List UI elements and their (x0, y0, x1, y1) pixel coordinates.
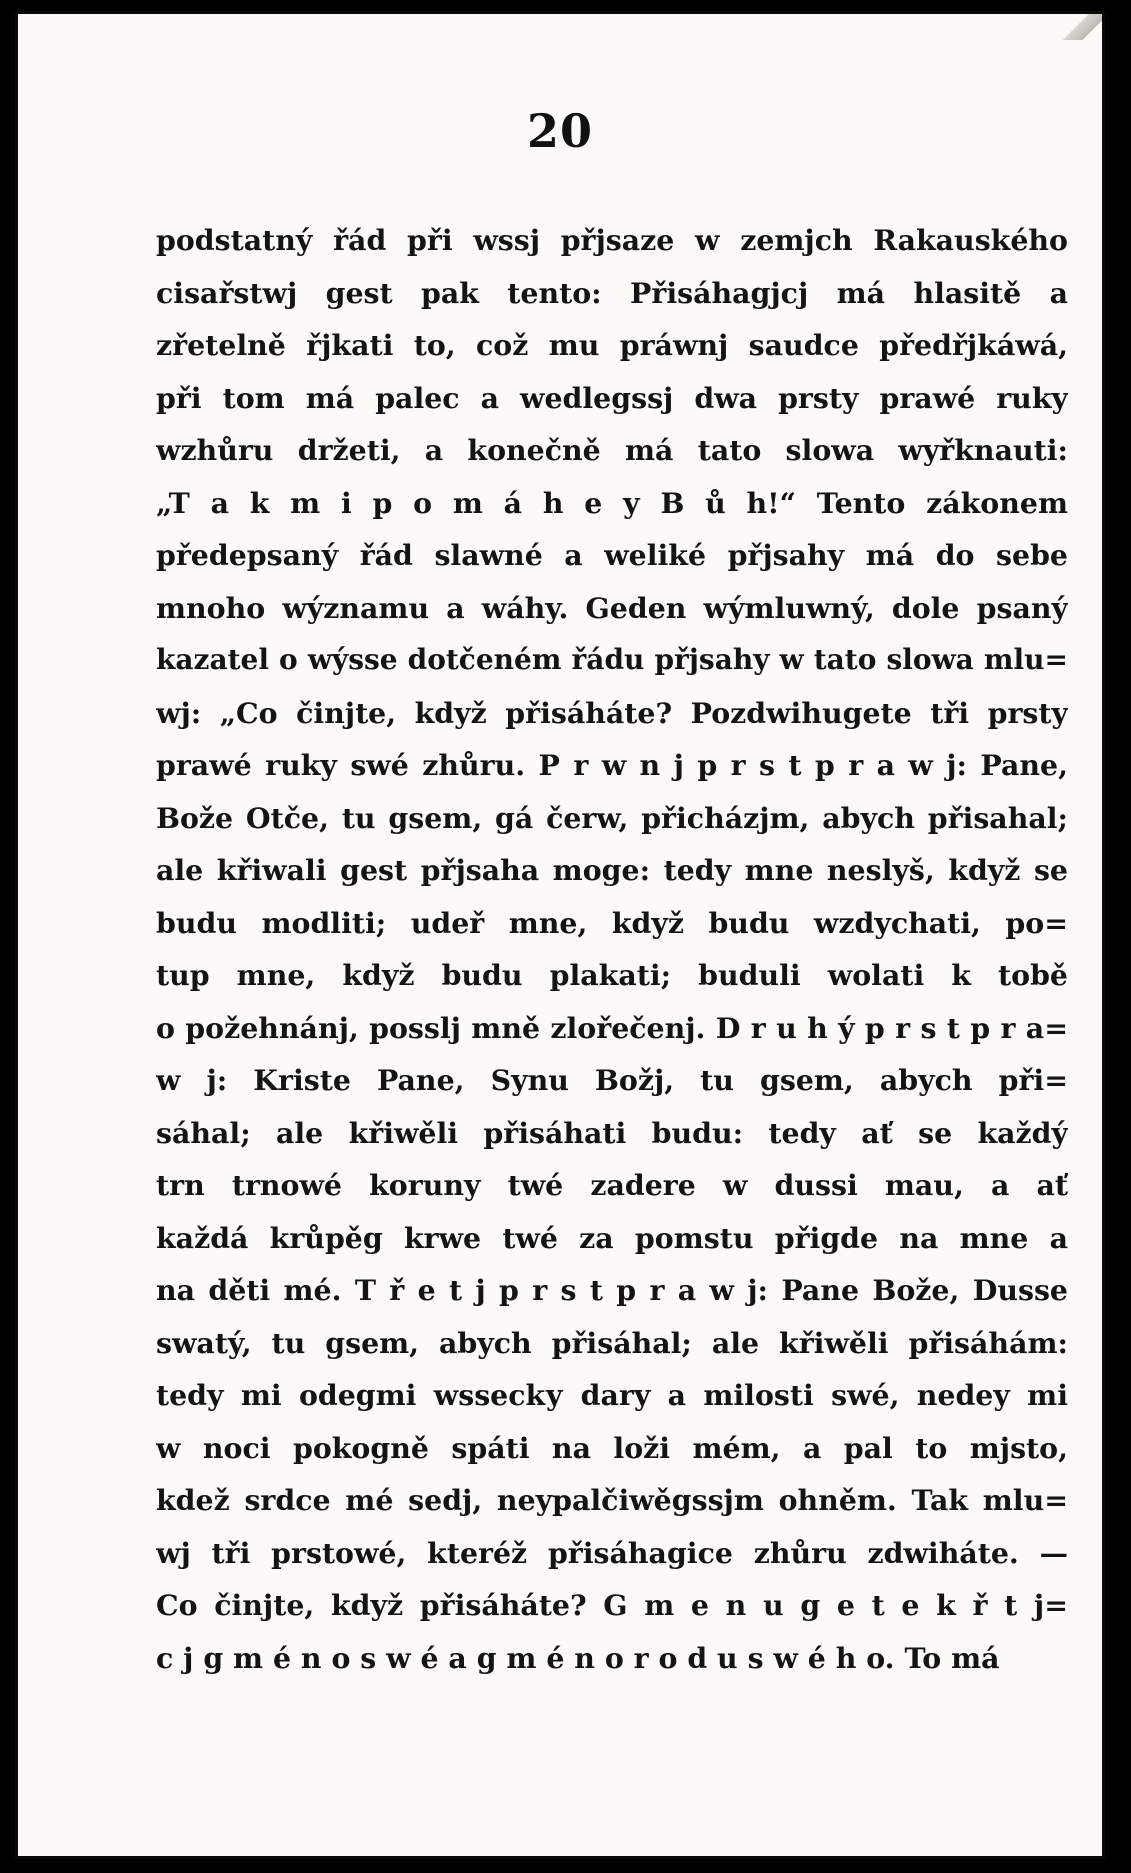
text-line: při tom má palec a wedlegssj dwa prsty prawé ruky (156, 380, 1068, 415)
text-line: trn trnowé koruny twé zadere w dussi mau, a ať (156, 1168, 1068, 1202)
text-line: kazatel o wýsse dotčeném řádu přjsahy w tato slowa mlu= (156, 643, 1068, 676)
text-line: mnoho wýznamu a wáhy. Geden wýmluwný, dole psaný (156, 590, 1068, 625)
text-line: Co činjte, když přisáháte? G m e n u g e t e k ř t j= (156, 1588, 1068, 1622)
text-line: ale křiwali gest přjsaha moge: tedy mne neslyš, když se (156, 853, 1068, 887)
text-line: c j g m é n o s w é a g m é n o r o d u s w é h o. To má (156, 1640, 1000, 1675)
text-line: cisařstwj gest pak tento: Přisáhagjcj má hlasitě a (156, 275, 1068, 310)
text-line: wj tři prstowé, kteréž přisáhagice zhůru zdwiháte. — (156, 1535, 1068, 1570)
page-corner-mark (1062, 14, 1102, 40)
text-line: o požehnánj, posslj mně zlořečenj. D r u h ý p r s t p r a= (156, 1010, 1068, 1045)
text-line: podstatný řád při wssj přjsaze w zemjch Rakauského (156, 223, 1068, 257)
text-line: sáhal; ale křiwěli přisáhati budu: tedy ať se každý (156, 1115, 1068, 1150)
text-line: tup mne, když budu plakati; buduli wolati k tobě (156, 958, 1068, 992)
text-line: na děti mé. T ř e t j p r s t p r a w j: Pane Bože, Dusse (156, 1273, 1068, 1307)
text-line: tedy mi odegmi wsseckу dary a milosti swé, nedey mi (156, 1378, 1068, 1412)
text-line: w j: Kriste Pane, Synu Božj, tu gsem, abych při= (156, 1063, 1068, 1097)
text-line: Bože Otče, tu gsem, gá čerw, přicházjm, abych přisahal; (156, 800, 1068, 835)
text-line: prawé ruky swé zhůru. P r w n j p r s t p r a w j: Pane, (156, 748, 1068, 782)
text-line: každá krůpěg krwe twé za pomstu přigde na mne a (156, 1220, 1068, 1255)
text-line: w noci pokogně spáti na loži mém, a pal to mjsto, (156, 1430, 1068, 1465)
text-line: budu modliti; udeř mne, když budu wzdychati, po= (156, 905, 1068, 940)
body-text (156, 214, 1068, 1684)
text-line: swatý, tu gsem, abych přisáhal; ale křiwěli přisáhám: (156, 1325, 1068, 1360)
text-line: kdež srdce mé sedj, neypalčiwěgssjm ohněm. Tak mlu= (156, 1483, 1068, 1517)
text-line: zřetelně řjkati to, což mu práwnj saudce předřjkáwá, (156, 328, 1068, 362)
text-line: wzhůru držeti, a konečně má tato slowa wyřknauti: (156, 433, 1068, 467)
page-number: 20 (526, 104, 593, 158)
text-line: předepsaný řád slawné a weliké přjsahy má do sebe (156, 538, 1068, 572)
text-line: „T a k m i p o m á h e y B ů h!“ Tento zákonem (156, 485, 1068, 520)
book-page (18, 14, 1102, 1856)
text-line: wj: „Co činjte, když přisáháte? Pozdwihugete tři prsty (156, 695, 1068, 730)
